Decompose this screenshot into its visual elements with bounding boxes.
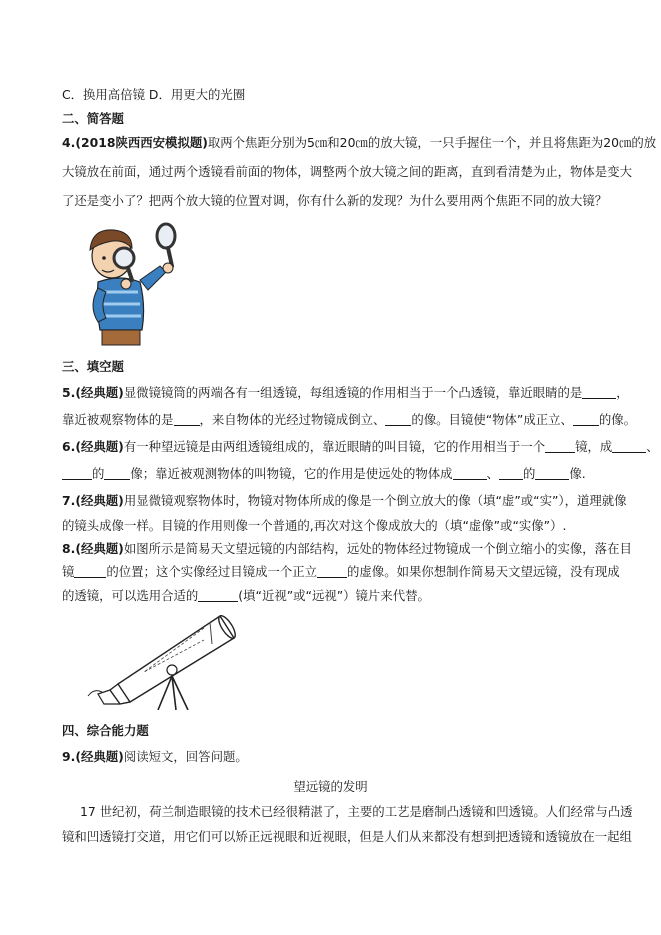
q6-number: 6. [62,439,76,454]
q7-number: 7. [62,493,76,508]
q8-text-3a: 的透镜，可以选用合适的 [62,588,199,603]
q5-text-1b: ， [616,385,629,400]
q6-blank-3[interactable] [62,466,92,480]
q6-source: (经典题) [75,439,124,454]
q5-line-1 [62,384,629,401]
q6-blank-7[interactable] [535,466,569,480]
q4-text-1: 取两个焦距分别为5㎝和20㎝的放大镜，一只手握住一个，并且将焦距为20㎝的放 [207,135,657,150]
q5-source: (经典题) [75,385,124,400]
q9-number: 9. [62,749,76,764]
q6-line-2 [62,465,586,482]
q8-blank-3[interactable] [198,588,238,602]
q5-text-2d: 的像。 [598,412,637,427]
q8-text-2a: 镜 [62,564,75,579]
q5-number: 5. [62,385,76,400]
q5-blank-3[interactable] [385,412,411,426]
q8-text-3b: (填“近视”或“远视”）镜片来代替。 [238,588,430,603]
q6-line-1 [62,438,659,455]
q4-source: (2018陕西西安模拟题) [75,135,208,150]
boy-with-magnifiers-illustration [68,218,186,346]
article-paragraph-line-1: 17 世纪初，荷兰制造眼镜的技术已经很精湛了，主要的工艺是磨制凸透镜和凹透镜。人们经常与凸透 [80,804,633,819]
q8-line-2 [62,563,620,580]
q8-line-1 [62,540,632,557]
q4-line-1 [62,134,656,151]
q7-line-1 [62,492,627,509]
q6-text-1a: 有一种望远镜是由两组透镜组成的，靠近眼睛的叫目镜，它的作用相当于一个 [123,439,546,454]
section-heading-2: 二、简答题 [62,111,124,126]
section-heading-3: 三、填空题 [62,359,124,374]
q5-text-2b: ，来自物体的光经过物镜成倒立、 [199,412,386,427]
q8-source: (经典题) [75,541,124,556]
q5-text-2c: 的像。目镜使“物体”成正立、 [411,412,573,427]
q4-number: 4. [62,135,76,150]
q6-text-1c: 、 [646,439,659,454]
q6-text-1b: 镜，成 [575,439,613,454]
q7-source: (经典题) [75,493,124,508]
q7-text-1: 用显微镜观察物体时，物镜对物体所成的像是一个倒立放大的像（填“虚”或“实”），道理就像 [123,493,627,508]
q5-line-2 [62,411,636,428]
q9-text: 阅读短文，回答问题。 [123,749,248,764]
q9-line-1 [62,748,248,765]
q8-line-3 [62,587,430,604]
q4-line-2: 大镜放在前面，通过两个透镜看前面的物体，调整两个放大镜之间的距离，直到看清楚为止，物体是变大 [62,164,632,179]
q6-text-2d: 的 [522,466,536,481]
q8-text-2c: 的虚像。如果你想制作简易天文望远镜，没有现成 [347,564,620,579]
article-title: 望远镜的发明 [293,779,368,794]
q5-text-1a: 显微镜镜筒的两端各有一组透镜，每组透镜的作用相当于一个凸透镜，靠近眼睛的是 [123,385,583,400]
q6-blank-1[interactable] [545,439,575,453]
option-line-cd: C．换用高倍镜 D．用更大的光圈 [62,87,246,102]
q6-blank-4[interactable] [104,466,130,480]
q8-text-2b: 的位置；这个实像经过目镜成一个正立 [106,564,318,579]
q6-text-2e: 像. [569,466,586,481]
article-paragraph-line-2: 镜和凹透镜打交道，用它们可以矫正远视眼和近视眼，但是人们从来都没有想到把透镜和透镜放在一起组 [62,829,632,844]
q9-source: (经典题) [75,749,124,764]
q5-text-2a: 靠近被观察物体的是 [62,412,174,427]
q6-blank-6[interactable] [499,466,523,480]
q8-blank-1[interactable] [74,564,106,578]
q6-text-2c: 、 [486,466,499,481]
q4-line-3: 了还是变小了？把两个放大镜的位置对调，你有什么新的发现？为什么要用两个焦距不同的放大镜？ [62,193,608,208]
q5-blank-1[interactable] [582,385,616,399]
q5-blank-2[interactable] [174,412,200,426]
section-heading-4: 四、综合能力题 [62,723,149,738]
q5-blank-4[interactable] [573,412,599,426]
q6-text-2b: 像；靠近被观测物体的叫物镜，它的作用是使远处的物体成 [130,466,453,481]
q6-text-2a: 的 [92,466,105,481]
q8-text-1: 如图所示是简易天文望远镜的内部结构，远处的物体经过物镜成一个倒立缩小的实像，落在目 [123,541,632,556]
telescope-diagram [84,610,254,710]
q6-blank-2[interactable] [612,439,646,453]
q8-number: 8. [62,541,76,556]
q7-line-2: 的镜头成像一样。目镜的作用则像一个普通的,再次对这个像成放大的（填“虚像”或“实像”）. [62,518,567,533]
q6-blank-5[interactable] [453,466,487,480]
q8-blank-2[interactable] [317,564,347,578]
